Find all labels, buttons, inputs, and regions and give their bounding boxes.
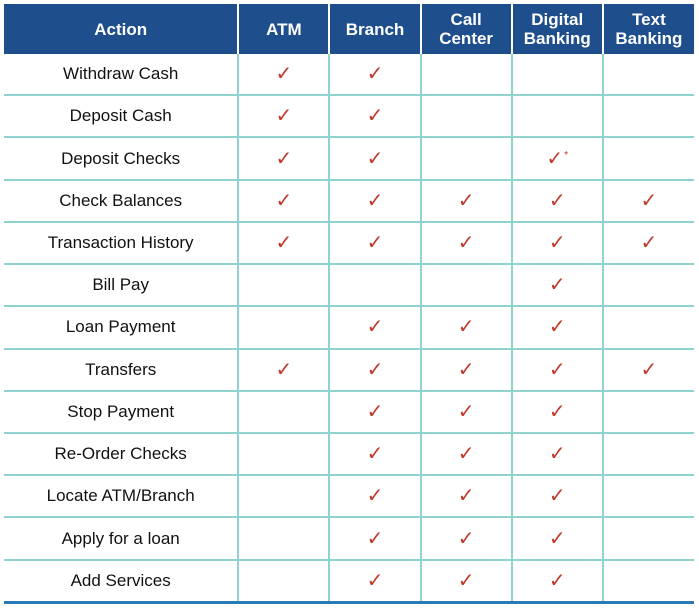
- cell-text-banking: [603, 475, 694, 517]
- check-icon: ✓: [366, 398, 384, 423]
- action-label: Locate ATM/Branch: [4, 475, 238, 517]
- cell-digital-banking: [512, 349, 603, 391]
- table-row: [4, 517, 694, 559]
- cell-atm: [238, 180, 329, 222]
- check-icon: ✓: [548, 398, 566, 423]
- action-label: Bill Pay: [4, 264, 238, 306]
- cell-digital-banking: [512, 391, 603, 433]
- cell-atm: [238, 264, 329, 306]
- action-label: Apply for a loan: [4, 517, 238, 559]
- table-row: [4, 433, 694, 475]
- check-icon: ✓: [457, 525, 475, 550]
- check-icon: ✓: [548, 187, 566, 212]
- cell-atm: [238, 517, 329, 559]
- check-icon: ✓: [457, 483, 475, 508]
- check-icon: ✓: [548, 441, 566, 466]
- action-label: Deposit Checks: [4, 137, 238, 179]
- cell-digital-banking: [512, 264, 603, 306]
- cell-digital-banking: [512, 475, 603, 517]
- cell-call-center: [421, 391, 512, 433]
- column-header-digital-banking: [512, 4, 603, 54]
- cell-text-banking: [603, 137, 694, 179]
- table-row: [4, 475, 694, 517]
- action-label: Transaction History: [4, 222, 238, 264]
- check-icon: ✓: [640, 356, 658, 381]
- check-icon: ✓: [366, 483, 384, 508]
- check-icon: ✓: [457, 567, 475, 592]
- column-header-line: Digital: [531, 10, 584, 29]
- action-label: Stop Payment: [4, 391, 238, 433]
- column-header-line: Text: [632, 10, 666, 29]
- column-header-branch: [329, 4, 420, 54]
- cell-atm: [238, 560, 329, 603]
- cell-branch: [329, 517, 420, 559]
- check-icon: ✓: [457, 229, 475, 254]
- footnote-marker: *: [564, 150, 569, 162]
- check-icon: ✓: [275, 356, 293, 381]
- check-icon: ✓: [548, 525, 566, 550]
- check-icon: ✓: [275, 187, 293, 212]
- cell-call-center: [421, 95, 512, 137]
- cell-call-center: [421, 264, 512, 306]
- column-header-line: Call: [450, 10, 482, 29]
- check-icon: ✓: [546, 145, 564, 170]
- column-header-line: Banking: [523, 29, 591, 48]
- cell-atm: [238, 95, 329, 137]
- cell-branch: [329, 349, 420, 391]
- check-icon: ✓: [457, 314, 475, 339]
- table-row: [4, 391, 694, 433]
- header-row: [4, 4, 694, 54]
- column-header-line: Action: [94, 19, 148, 39]
- cell-digital-banking: [512, 137, 603, 179]
- cell-call-center: [421, 137, 512, 179]
- table-row: [4, 137, 694, 179]
- check-icon: ✓: [457, 187, 475, 212]
- table-row: [4, 349, 694, 391]
- cell-text-banking: [603, 264, 694, 306]
- cell-call-center: [421, 517, 512, 559]
- cell-digital-banking: [512, 560, 603, 603]
- cell-branch: [329, 433, 420, 475]
- action-label: Check Balances: [4, 180, 238, 222]
- check-icon: ✓: [366, 229, 384, 254]
- cell-digital-banking: [512, 306, 603, 348]
- cell-branch: [329, 560, 420, 603]
- check-icon: ✓: [275, 103, 293, 128]
- cell-digital-banking: [512, 54, 603, 95]
- check-icon: ✓: [366, 567, 384, 592]
- column-header-line: Banking: [615, 29, 683, 48]
- check-icon: ✓: [366, 356, 384, 381]
- check-icon: ✓: [548, 356, 566, 381]
- table-row: [4, 264, 694, 306]
- check-icon: ✓: [548, 314, 566, 339]
- check-icon: ✓: [366, 441, 384, 466]
- cell-branch: [329, 391, 420, 433]
- cell-atm: [238, 137, 329, 179]
- cell-text-banking: [603, 433, 694, 475]
- cell-text-banking: [603, 95, 694, 137]
- cell-atm: [238, 349, 329, 391]
- action-label: Withdraw Cash: [63, 64, 179, 84]
- check-icon: ✓: [457, 441, 475, 466]
- cell-call-center: [421, 306, 512, 348]
- check-icon: ✓: [275, 61, 293, 86]
- check-icon: ✓: [275, 229, 293, 254]
- check-icon: ✓: [457, 356, 475, 381]
- check-icon: ✓: [548, 229, 566, 254]
- cell-branch: [329, 137, 420, 179]
- check-icon: ✓: [640, 187, 658, 212]
- cell-text-banking: [603, 560, 694, 603]
- cell-text-banking: [603, 349, 694, 391]
- column-header-line: Branch: [345, 19, 405, 39]
- action-label: Add Services: [4, 560, 238, 603]
- cell-atm: [238, 306, 329, 348]
- column-header-text-banking: [603, 4, 694, 54]
- cell-digital-banking: [512, 517, 603, 559]
- cell-call-center: [421, 433, 512, 475]
- cell-atm: [238, 222, 329, 264]
- cell-digital-banking: [512, 95, 603, 137]
- cell-text-banking: [603, 517, 694, 559]
- column-header-line: Center: [439, 29, 494, 48]
- cell-branch: [329, 180, 420, 222]
- cell-branch: [329, 222, 420, 264]
- check-icon: ✓: [366, 525, 384, 550]
- action-label: Loan Payment: [4, 306, 238, 348]
- cell-atm: [238, 391, 329, 433]
- cell-digital-banking: [512, 433, 603, 475]
- cell-atm: [238, 433, 329, 475]
- cell-text-banking: [603, 391, 694, 433]
- cell-text-banking: [603, 306, 694, 348]
- cell-call-center: [421, 560, 512, 603]
- action-label: Transfers: [4, 349, 238, 391]
- cell-call-center: [421, 475, 512, 517]
- column-header-action: [4, 4, 238, 54]
- check-icon: ✓: [548, 272, 566, 297]
- cell-branch: [329, 264, 420, 306]
- check-icon: ✓: [548, 483, 566, 508]
- cell-call-center: [421, 349, 512, 391]
- cell-branch: [329, 475, 420, 517]
- table-row: [4, 95, 694, 137]
- check-icon: ✓: [457, 398, 475, 423]
- cell-branch: [329, 306, 420, 348]
- cell-digital-banking: [512, 180, 603, 222]
- check-icon: ✓: [366, 145, 384, 170]
- check-icon: ✓: [366, 61, 384, 86]
- cell-atm: [238, 54, 329, 95]
- table-header: [4, 4, 694, 54]
- column-header-line: ATM: [266, 19, 302, 39]
- action-label: Deposit Cash: [4, 95, 238, 137]
- column-header-atm: [238, 4, 329, 54]
- check-icon: ✓: [366, 187, 384, 212]
- cell-text-banking: [603, 222, 694, 264]
- table-body: [4, 54, 694, 603]
- table-row: [4, 222, 694, 264]
- table-row: [4, 180, 694, 222]
- banking-channels-table: [4, 4, 694, 604]
- cell-text-banking: [603, 54, 694, 95]
- column-header-call-center: [421, 4, 512, 54]
- check-icon: ✓: [366, 314, 384, 339]
- check-icon: ✓: [548, 567, 566, 592]
- table-row: [4, 54, 694, 95]
- check-icon: ✓: [640, 229, 658, 254]
- cell-branch: [329, 95, 420, 137]
- cell-branch: [329, 54, 420, 95]
- action-label: Re-Order Checks: [4, 433, 238, 475]
- cell-atm: [238, 475, 329, 517]
- check-icon: ✓: [366, 103, 384, 128]
- table-row: [4, 560, 694, 603]
- cell-call-center: [421, 54, 512, 95]
- cell-text-banking: [603, 180, 694, 222]
- cell-digital-banking: [512, 222, 603, 264]
- cell-call-center: [421, 180, 512, 222]
- cell-call-center: [421, 222, 512, 264]
- table-row: [4, 306, 694, 348]
- check-icon: ✓: [275, 145, 293, 170]
